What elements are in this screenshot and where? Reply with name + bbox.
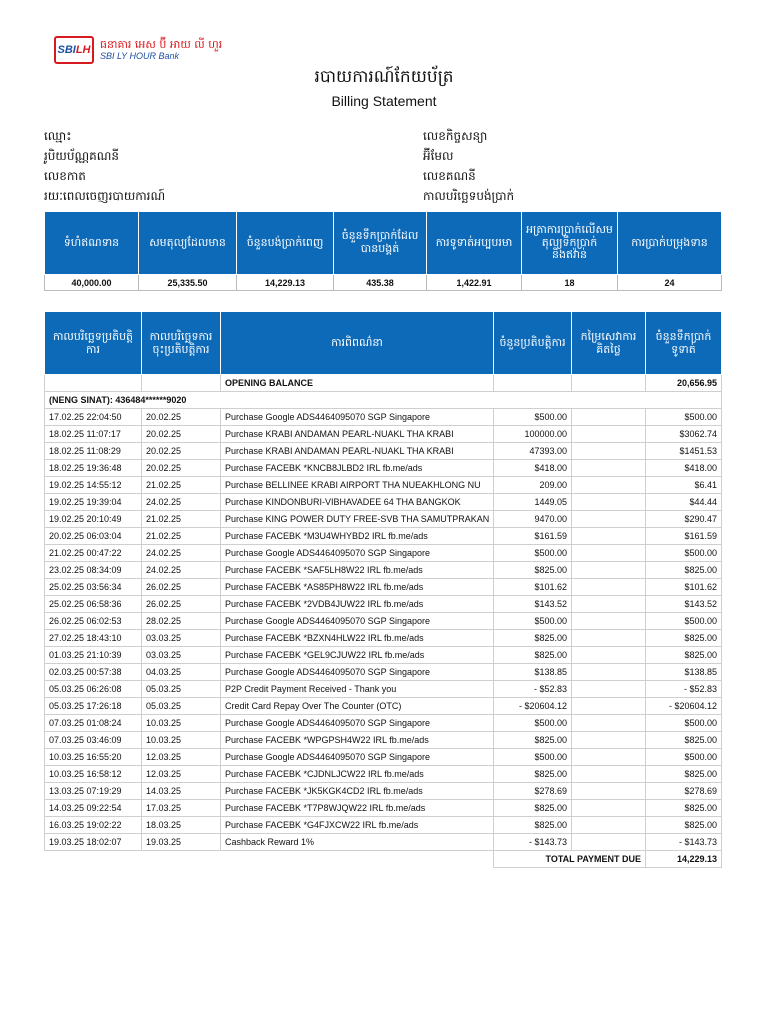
tx-payment-amount: $500.00 <box>646 409 722 426</box>
tx-posting-date: 12.03.25 <box>142 749 221 766</box>
tx-header-payment-amount: ចំនួនទឹកប្រាក់ទូទាត់ <box>646 312 722 375</box>
tx-transaction-date: 17.02.25 22:04:50 <box>45 409 142 426</box>
tx-payment-amount: $825.00 <box>646 766 722 783</box>
tx-amount: $500.00 <box>494 749 572 766</box>
tx-payment-amount: $418.00 <box>646 460 722 477</box>
tx-description: Purchase Google ADS4464095070 SGP Singapore <box>221 613 494 630</box>
table-row <box>45 426 722 443</box>
tx-fee <box>572 732 646 749</box>
tx-fee <box>572 664 646 681</box>
bank-logo <box>54 36 222 64</box>
tx-transaction-date: 10.03.25 16:55:20 <box>45 749 142 766</box>
tx-fee <box>572 749 646 766</box>
tx-description: Purchase FACEBK *BZXN4HLW22 IRL fb.me/ads <box>221 630 494 647</box>
tx-amount: $500.00 <box>494 613 572 630</box>
tx-payment-amount: $138.85 <box>646 664 722 681</box>
tx-fee <box>572 681 646 698</box>
logo-mark-a: SBI <box>57 44 76 56</box>
tx-posting-date: 18.03.25 <box>142 817 221 834</box>
tx-payment-amount: $825.00 <box>646 562 722 579</box>
tx-transaction-date: 20.02.25 06:03:04 <box>45 528 142 545</box>
table-row <box>45 732 722 749</box>
logo-name-km: ធនាគារ អេស ប៊ី អាយ លី ហួរ <box>100 37 223 51</box>
summary-value-credit-limit: 40,000.00 <box>45 275 139 291</box>
summary-header-available-balance: សមតុល្យដែលមាន <box>139 212 237 275</box>
summary-value-reserve-interest: 24 <box>618 275 722 291</box>
summary-value-rounded-amount: 435.38 <box>334 275 427 291</box>
tx-amount: $143.52 <box>494 596 572 613</box>
tx-payment-amount: $825.00 <box>646 647 722 664</box>
tx-description: Purchase KRABI ANDAMAN PEARL-NUAKL THA KRABI <box>221 443 494 460</box>
tx-posting-date: 21.02.25 <box>142 511 221 528</box>
tx-amount: $500.00 <box>494 409 572 426</box>
tx-payment-amount: $500.00 <box>646 715 722 732</box>
table-row <box>45 749 722 766</box>
tx-fee <box>572 409 646 426</box>
table-row <box>45 715 722 732</box>
tx-amount: $418.00 <box>494 460 572 477</box>
tx-fee <box>572 834 646 851</box>
tx-description: Purchase FACEBK *AS85PH8W22 IRL fb.me/ads <box>221 579 494 596</box>
tx-fee <box>572 698 646 715</box>
table-row <box>45 681 722 698</box>
tx-description: Purchase BELLINEE KRABI AIRPORT THA NUEAKHLONG NU <box>221 477 494 494</box>
table-row <box>45 630 722 647</box>
tx-payment-amount: - $52.83 <box>646 681 722 698</box>
tx-posting-date: 20.02.25 <box>142 460 221 477</box>
tx-description: Purchase KINDONBURI-VIBHAVADEE 64 THA BANGKOK <box>221 494 494 511</box>
summary-header-rounded-amount: ចំនួនទឹកប្រាក់ដែលបានបង្គត់ <box>334 212 427 275</box>
tx-description: Purchase Google ADS4464095070 SGP Singapore <box>221 749 494 766</box>
summary-header-reserve-interest: ការប្រាក់បម្រុងទាន <box>618 212 722 275</box>
tx-amount: $278.69 <box>494 783 572 800</box>
table-row <box>45 562 722 579</box>
table-row <box>45 698 722 715</box>
tx-amount: $161.59 <box>494 528 572 545</box>
tx-amount: $825.00 <box>494 647 572 664</box>
tx-description: P2P Credit Payment Received - Thank you <box>221 681 494 698</box>
tx-fee <box>572 511 646 528</box>
tx-transaction-date: 16.03.25 19:02:22 <box>45 817 142 834</box>
info-right-block <box>423 126 514 206</box>
tx-description: Purchase Google ADS4464095070 SGP Singapore <box>221 664 494 681</box>
tx-amount: $500.00 <box>494 545 572 562</box>
tx-fee <box>572 426 646 443</box>
tx-payment-amount: $290.47 <box>646 511 722 528</box>
table-row <box>45 766 722 783</box>
tx-transaction-date: 19.02.25 14:55:12 <box>45 477 142 494</box>
tx-posting-date: 10.03.25 <box>142 715 221 732</box>
tx-fee <box>572 477 646 494</box>
tx-description: Purchase FACEBK *GEL9CJUW22 IRL fb.me/ads <box>221 647 494 664</box>
tx-payment-amount: $500.00 <box>646 613 722 630</box>
tx-payment-amount: $500.00 <box>646 749 722 766</box>
tx-payment-amount: $143.52 <box>646 596 722 613</box>
tx-transaction-date: 07.03.25 01:08:24 <box>45 715 142 732</box>
tx-amount: $825.00 <box>494 732 572 749</box>
info-label-account-number: លេខគណនី <box>423 169 476 183</box>
tx-description: Purchase KING POWER DUTY FREE-SVB THA SAMUTPRAKAN <box>221 511 494 528</box>
table-row <box>45 443 722 460</box>
tx-posting-date: 20.02.25 <box>142 409 221 426</box>
tx-fee <box>572 817 646 834</box>
opening-balance-value: 20,656.95 <box>646 375 722 392</box>
tx-description: Credit Card Repay Over The Counter (OTC) <box>221 698 494 715</box>
tx-transaction-date: 07.03.25 03:46:09 <box>45 732 142 749</box>
table-row <box>45 613 722 630</box>
tx-amount: $825.00 <box>494 630 572 647</box>
tx-fee <box>572 647 646 664</box>
info-label-email: អ៊ីមែល <box>423 149 454 163</box>
tx-transaction-date: 25.02.25 03:56:34 <box>45 579 142 596</box>
table-row <box>45 579 722 596</box>
total-row <box>45 851 722 868</box>
tx-fee <box>572 800 646 817</box>
tx-fee <box>572 562 646 579</box>
tx-payment-amount: $3062.74 <box>646 426 722 443</box>
tx-transaction-date: 25.02.25 06:58:36 <box>45 596 142 613</box>
info-left-block <box>44 126 165 206</box>
tx-posting-date: 19.03.25 <box>142 834 221 851</box>
table-row <box>45 817 722 834</box>
tx-description: Purchase FACEBK *CJDNLJCW22 IRL fb.me/ads <box>221 766 494 783</box>
tx-transaction-date: 10.03.25 16:58:12 <box>45 766 142 783</box>
table-row <box>45 494 722 511</box>
tx-payment-amount: $500.00 <box>646 545 722 562</box>
table-row <box>45 647 722 664</box>
info-label-statement-period: រយៈពេលចេញរបាយការណ៍ <box>44 189 166 203</box>
tx-transaction-date: 27.02.25 18:43:10 <box>45 630 142 647</box>
tx-amount: 47393.00 <box>494 443 572 460</box>
tx-amount: 100000.00 <box>494 426 572 443</box>
info-label-currency: រូបិយប័ណ្ណគណនី <box>44 149 119 163</box>
tx-posting-date: 04.03.25 <box>142 664 221 681</box>
tx-transaction-date: 26.02.25 06:02:53 <box>45 613 142 630</box>
tx-payment-amount: $825.00 <box>646 817 722 834</box>
tx-description: Purchase FACEBK *G4FJXCW22 IRL fb.me/ads <box>221 817 494 834</box>
tx-posting-date: 20.02.25 <box>142 443 221 460</box>
tx-posting-date: 10.03.25 <box>142 732 221 749</box>
tx-payment-amount: $825.00 <box>646 630 722 647</box>
tx-description: Purchase FACEBK *T7P8WJQW22 IRL fb.me/ads <box>221 800 494 817</box>
opening-balance-label: OPENING BALANCE <box>221 375 494 392</box>
tx-header-description: ការពិពណ៌នា <box>221 312 494 375</box>
table-row <box>45 511 722 528</box>
tx-posting-date: 14.03.25 <box>142 783 221 800</box>
table-row <box>45 528 722 545</box>
tx-transaction-date: 14.03.25 09:22:54 <box>45 800 142 817</box>
tx-fee <box>572 528 646 545</box>
tx-posting-date: 24.02.25 <box>142 545 221 562</box>
summary-header-full-payment: ចំនួនបង់ប្រាក់ពេញ <box>237 212 334 275</box>
tx-transaction-date: 05.03.25 17:26:18 <box>45 698 142 715</box>
tx-header-posting-date: កាលបរិច្ឆេទការចុះប្រតិបត្តិការ <box>142 312 221 375</box>
tx-payment-amount: $101.62 <box>646 579 722 596</box>
tx-posting-date: 05.03.25 <box>142 698 221 715</box>
tx-payment-amount: - $143.73 <box>646 834 722 851</box>
info-label-payment-date: កាលបរិច្ឆេទបង់ប្រាក់ <box>423 189 515 203</box>
tx-amount: 9470.00 <box>494 511 572 528</box>
table-row <box>45 783 722 800</box>
table-row <box>45 664 722 681</box>
tx-amount: - $52.83 <box>494 681 572 698</box>
tx-transaction-date: 23.02.25 08:34:09 <box>45 562 142 579</box>
table-row <box>45 409 722 426</box>
info-label-contract-number: លេខកិច្ចសន្យា <box>423 129 488 143</box>
table-row <box>45 800 722 817</box>
tx-posting-date: 20.02.25 <box>142 426 221 443</box>
tx-description: Purchase Google ADS4464095070 SGP Singapore <box>221 715 494 732</box>
summary-header-credit-limit: ទំហំឥណទាន <box>45 212 139 275</box>
summary-table <box>44 211 722 291</box>
tx-header-transaction-date: កាលបរិច្ឆេទប្រតិបត្តិការ <box>45 312 142 375</box>
tx-transaction-date: 18.02.25 11:07:17 <box>45 426 142 443</box>
tx-description: Purchase KRABI ANDAMAN PEARL-NUAKL THA KRABI <box>221 426 494 443</box>
tx-posting-date: 26.02.25 <box>142 596 221 613</box>
tx-posting-date: 28.02.25 <box>142 613 221 630</box>
tx-fee <box>572 766 646 783</box>
tx-transaction-date: 18.02.25 11:08:29 <box>45 443 142 460</box>
tx-amount: $825.00 <box>494 562 572 579</box>
tx-payment-amount: $1451.53 <box>646 443 722 460</box>
tx-posting-date: 24.02.25 <box>142 494 221 511</box>
tx-payment-amount: $278.69 <box>646 783 722 800</box>
tx-fee <box>572 545 646 562</box>
tx-description: Purchase FACEBK *2VDB4JUW22 IRL fb.me/ads <box>221 596 494 613</box>
summary-header-minimum-payment: ការទូទាត់អប្បបរមា <box>427 212 522 275</box>
tx-description: Purchase FACEBK *M3U4WHYBD2 IRL fb.me/ads <box>221 528 494 545</box>
total-payment-due-label: TOTAL PAYMENT DUE <box>494 851 646 868</box>
tx-header-fee: កម្រៃសេវាការគិតថ្លៃ <box>572 312 646 375</box>
tx-posting-date: 12.03.25 <box>142 766 221 783</box>
tx-amount: 209.00 <box>494 477 572 494</box>
tx-payment-amount: $44.44 <box>646 494 722 511</box>
total-payment-due-value: 14,229.13 <box>646 851 722 868</box>
statement-title-km: របាយការណ៍កែយប័ត្រ <box>314 67 454 87</box>
tx-fee <box>572 783 646 800</box>
tx-payment-amount: $6.41 <box>646 477 722 494</box>
tx-posting-date: 05.03.25 <box>142 681 221 698</box>
tx-payment-amount: $825.00 <box>646 800 722 817</box>
transactions-table <box>44 311 722 868</box>
summary-value-full-payment: 14,229.13 <box>237 275 334 291</box>
tx-amount: - $20604.12 <box>494 698 572 715</box>
summary-value-minimum-payment: 1,422.91 <box>427 275 522 291</box>
tx-payment-amount: $161.59 <box>646 528 722 545</box>
opening-balance-row <box>45 375 722 392</box>
tx-transaction-date: 01.03.25 21:10:39 <box>45 647 142 664</box>
tx-posting-date: 24.02.25 <box>142 562 221 579</box>
tx-amount: - $143.73 <box>494 834 572 851</box>
tx-payment-amount: - $20604.12 <box>646 698 722 715</box>
table-row <box>45 834 722 851</box>
tx-posting-date: 26.02.25 <box>142 579 221 596</box>
tx-fee <box>572 494 646 511</box>
tx-transaction-date: 21.02.25 00:47:22 <box>45 545 142 562</box>
tx-fee <box>572 715 646 732</box>
tx-fee <box>572 579 646 596</box>
tx-transaction-date: 02.03.25 00:57:38 <box>45 664 142 681</box>
tx-transaction-date: 13.03.25 07:19:29 <box>45 783 142 800</box>
tx-description: Purchase FACEBK *SAF5LH8W22 IRL fb.me/ads <box>221 562 494 579</box>
tx-description: Purchase Google ADS4464095070 SGP Singapore <box>221 545 494 562</box>
table-row <box>45 460 722 477</box>
summary-value-interest-rate: 18 <box>522 275 618 291</box>
tx-fee <box>572 460 646 477</box>
logo-mark <box>54 36 94 64</box>
tx-amount: $101.62 <box>494 579 572 596</box>
tx-description: Purchase Google ADS4464095070 SGP Singapore <box>221 409 494 426</box>
tx-amount: $825.00 <box>494 766 572 783</box>
tx-transaction-date: 19.02.25 19:39:04 <box>45 494 142 511</box>
info-label-card-number: លេខកាត <box>44 169 86 183</box>
tx-posting-date: 21.02.25 <box>142 528 221 545</box>
tx-description: Cashback Reward 1% <box>221 834 494 851</box>
logo-mark-b: LH <box>75 44 91 56</box>
tx-description: Purchase FACEBK *WPGPSH4W22 IRL fb.me/ads <box>221 732 494 749</box>
tx-amount: $825.00 <box>494 817 572 834</box>
table-row <box>45 477 722 494</box>
info-label-name: ឈ្មោះ <box>44 129 72 143</box>
tx-posting-date: 03.03.25 <box>142 647 221 664</box>
tx-fee <box>572 596 646 613</box>
tx-transaction-date: 19.02.25 20:10:49 <box>45 511 142 528</box>
tx-fee <box>572 443 646 460</box>
tx-transaction-date: 05.03.25 06:26:08 <box>45 681 142 698</box>
tx-transaction-date: 18.02.25 19:36:48 <box>45 460 142 477</box>
tx-posting-date: 17.03.25 <box>142 800 221 817</box>
tx-description: Purchase FACEBK *JK5KGK4CD2 IRL fb.me/ads <box>221 783 494 800</box>
card-holder-label: (NENG SINAT): 436484******9020 <box>45 392 722 409</box>
logo-name-en: SBI LY HOUR Bank <box>100 51 180 62</box>
summary-value-available-balance: 25,335.50 <box>139 275 237 291</box>
tx-fee <box>572 630 646 647</box>
tx-posting-date: 21.02.25 <box>142 477 221 494</box>
tx-description: Purchase FACEBK *KNCB8JLBD2 IRL fb.me/ads <box>221 460 494 477</box>
tx-amount: $138.85 <box>494 664 572 681</box>
tx-header-transaction-amount: ចំនួនប្រតិបត្តិការ <box>494 312 572 375</box>
card-holder-row <box>45 392 722 409</box>
table-row <box>45 545 722 562</box>
tx-amount: 1449.05 <box>494 494 572 511</box>
statement-title-en: Billing Statement <box>331 93 437 109</box>
tx-amount: $500.00 <box>494 715 572 732</box>
tx-posting-date: 03.03.25 <box>142 630 221 647</box>
summary-header-interest-rate: អត្រាការប្រាក់លើសមតុល្យទឹកប្រាក់និងឥវ៉ាន់ <box>522 212 618 275</box>
table-row <box>45 596 722 613</box>
tx-amount: $825.00 <box>494 800 572 817</box>
tx-payment-amount: $825.00 <box>646 732 722 749</box>
tx-transaction-date: 19.03.25 18:02:07 <box>45 834 142 851</box>
tx-fee <box>572 613 646 630</box>
